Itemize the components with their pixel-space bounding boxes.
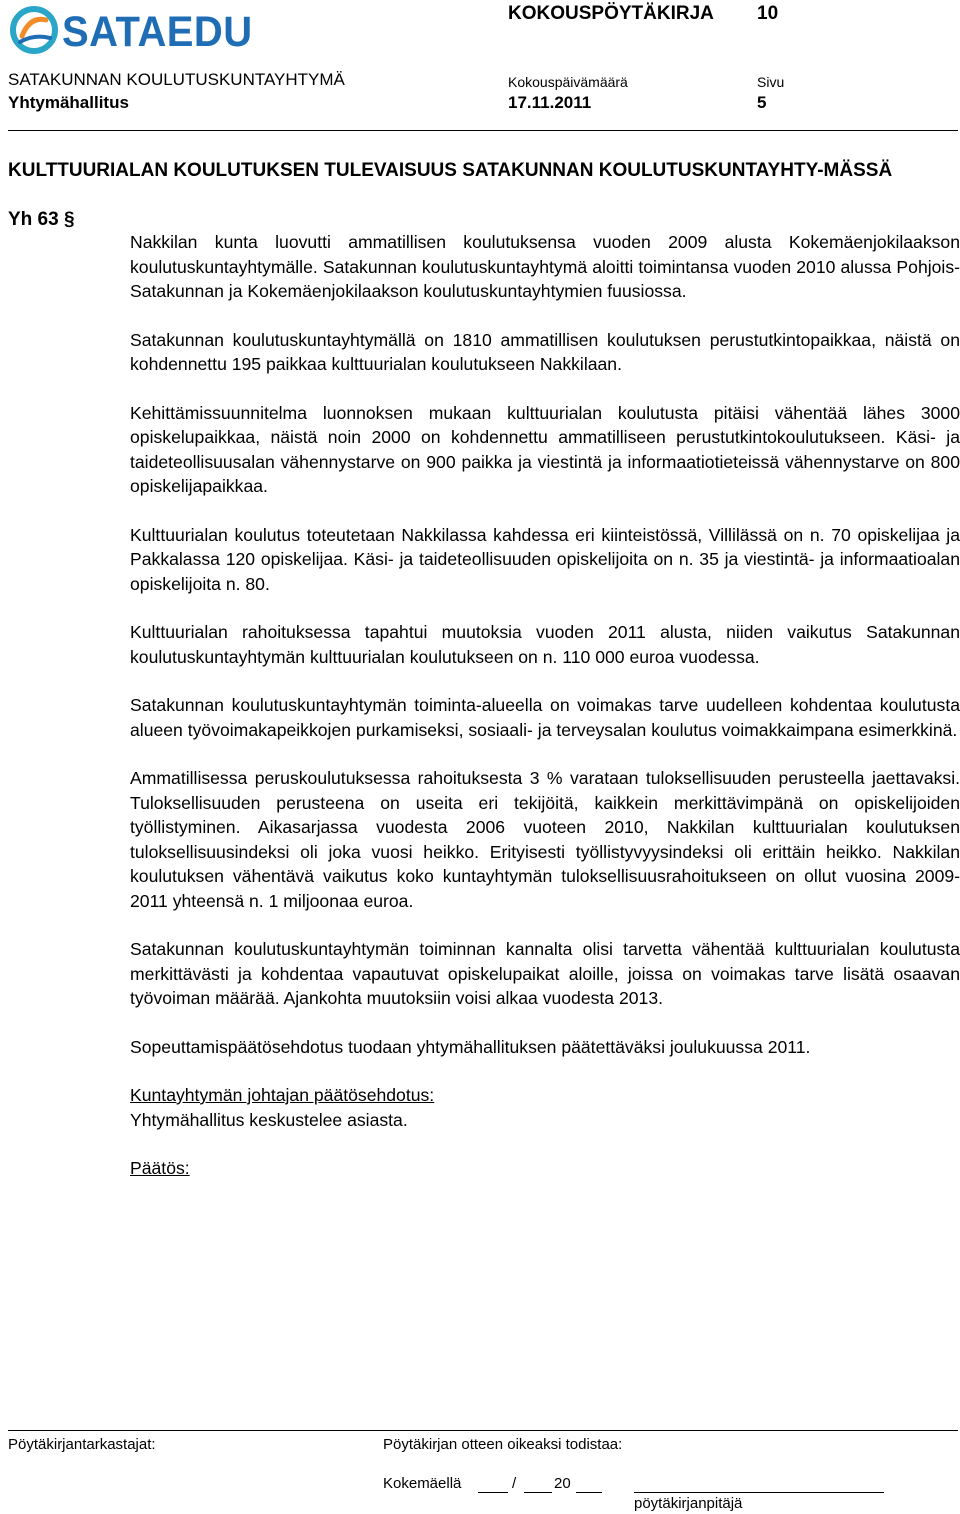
document-number: 10 [757,3,779,24]
reviewers-label: Pöytäkirjantarkastajat: [8,1436,156,1453]
paragraph: Satakunnan koulutuskuntayhtymän toiminnan kannalta olisi tarvetta vähentää kulttuurialan koulutusta merkittävästi ja kohdentaa vapautuvat opiskelupaikat aloille, joissa on voimakas tarve lisätä osaavan työvoiman määrää. Ajankohta muutoksiin voisi alkaa vuodesta 2013. [130,939,960,1008]
day-blank [478,1492,508,1493]
section-reference: Yh 63 § [8,209,75,230]
date-label: Kokouspäivämäärä [508,74,628,90]
paragraph: Satakunnan koulutuskuntayhtymällä on 1810 ammatillisen koulutuksen perustutkintopaikkaa, näistä on kohdennettu 195 paikkaa kulttuurialan koulutukseen Nakkilaan. [130,329,960,374]
date-slash: / [512,1475,517,1492]
proposal-text: Yhtymähallitus keskustelee asiasta. [130,1109,408,1130]
page-number: 5 [757,93,767,112]
page-label: Sivu [757,74,785,90]
paragraph: Kehittämissuunnitelma luonnoksen mukaan kulttuurialan koulutusta pitäisi vähentää lähes 3000 opiskelupaikkaa, näistä noin 2000 on kohdennettu ammatilliseen perustutkintokoulutukseen. Käsi- ja taideteollisuusalan vähennystarve on 900 paikka ja viestintä ja informaatiotieteissä vähennystarve on 800 opiskelijapaikkaa. [130,402,960,496]
paragraph: Satakunnan koulutuskuntayhtymän toiminta-alueella on voimakas tarve uudelleen kohdentaa koulutusta alueen työvoimakapeikkojen purkamiseksi, sosiaali- ja terveysalan koulutus voimakkaimpana esimerkkinä. [130,695,960,740]
meeting-date: 17.11.2011 [508,93,592,112]
signer-label: pöytäkirjanpitäjä [634,1495,743,1512]
paragraph: Ammatillisessa peruskoulutuksessa rahoituksesta 3 % varataan tuloksellisuuden perusteella jaettavaksi. Tuloksellisuuden perusteena on useita eri tekijöitä, kaikkein merkittävimpänä on opiskelijoiden työllistyminen. Aikasarjassa vuodesta 2006 vuoteen 2010, Nakkilan kulttuurialan koulutuksen tuloksellisuusindeksi oli joka vuosi heikko. Erityisesti työllistyvyysindeksi oli erittäin heikko. Nakkilan koulutuksen vähentävä vaikutus koko kuntayhtymän tuloksellisuusrahoitukseen on ollut vuosina 2009-2011 yhteensä n. 1 miljoonaa euroa. [130,768,960,911]
decision-label: Päätös: [130,1158,190,1178]
month-blank [524,1492,552,1493]
governing-body: Yhtymähallitus [8,93,129,112]
sataedu-logo-text: SATAEDU [62,8,253,56]
sataedu-logo-emblem [8,6,60,54]
header-rule [8,130,958,131]
paragraph: Kulttuurialan koulutus toteutetaan Nakkilassa kahdessa eri kiinteistössä, Villilässä on n. 70 opiskelijaa ja Pakkalassa 120 opiskelijaa. Käsi- ja taideteollisuuden opiskelijoita on n. 35 ja viestintä- ja informaatioalan opiskelijoita n. 80. [130,524,960,594]
year-prefix: 20 [554,1475,571,1492]
agenda-title: KULTTUURIALAN KOULUTUKSEN TULEVAISUUS SATAKUNNAN KOULUTUSKUNTAYHTY-MÄSSÄ [8,160,893,181]
signature-line [634,1492,884,1493]
footer-rule [8,1430,958,1431]
minutes-body [130,230,960,1181]
paragraph: Kulttuurialan rahoituksessa tapahtui muutoksia vuoden 2011 alusta, niiden vaikutus Satakunnan koulutuskuntayhtymän kulttuurialan koulutukseen on n. 110 000 euroa vuodessa. [130,622,960,667]
place-text: Kokemäellä [383,1475,462,1492]
certified-label: Pöytäkirjan otteen oikeaksi todistaa: [383,1436,623,1453]
proposal-label: Kuntayhtymän johtajan päätösehdotus: [130,1085,435,1105]
organization-name: SATAKUNNAN KOULUTUSKUNTAYHTYMÄ [8,70,345,89]
paragraph: Nakkilan kunta luovutti ammatillisen koulutuksensa vuoden 2009 alusta Kokemäenjokilaakson koulutuskuntayhtymälle. Satakunnan koulutuskuntayhtymä aloitti toimintansa vuoden 2010 alussa Pohjois-Satakunnan ja Kokemäenjokilaakson koulutuskuntayhtymien fuusiossa. [130,232,960,301]
paragraph: Sopeuttamispäätösehdotus tuodaan yhtymähallituksen päätettäväksi joulukuussa 2011. [130,1036,811,1057]
year-blank [576,1492,602,1493]
document-type: KOKOUSPÖYTÄKIRJA [508,3,714,24]
